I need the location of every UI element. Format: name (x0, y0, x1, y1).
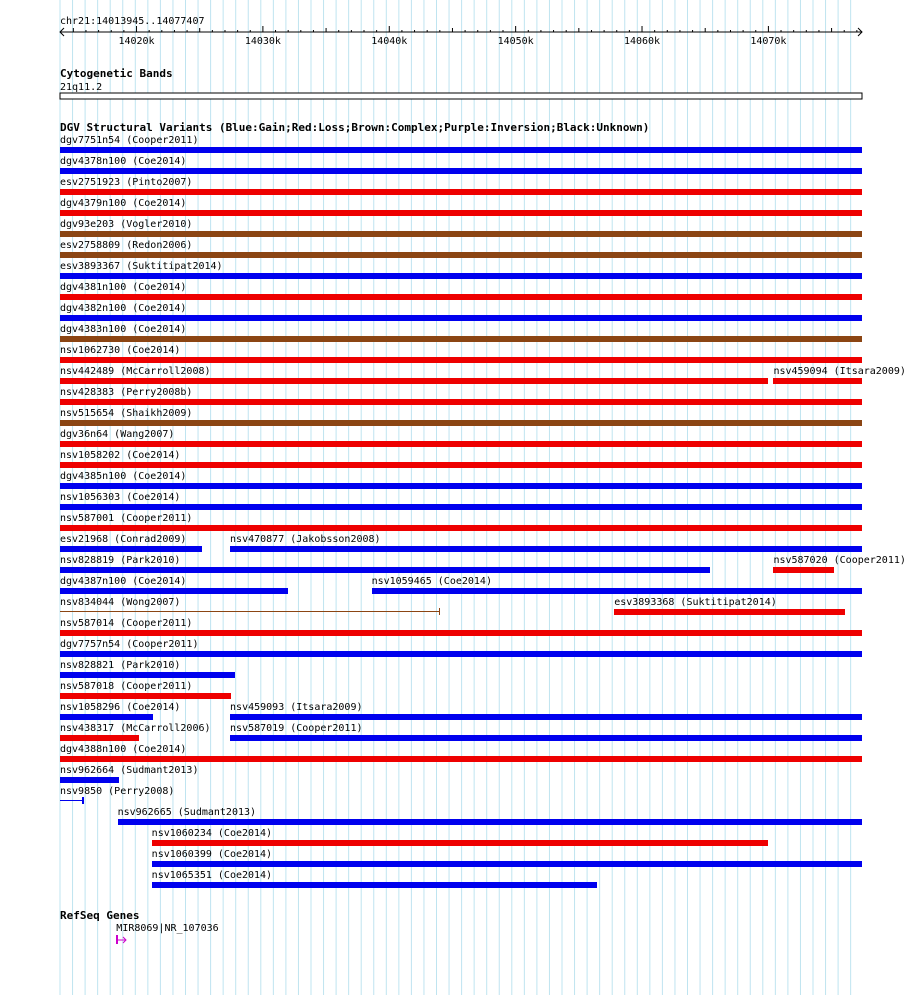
variant-label[interactable]: nsv438317 (McCarroll2006) (60, 723, 211, 734)
variant-label[interactable]: nsv1058202 (Coe2014) (60, 450, 181, 461)
variant-bar[interactable] (60, 168, 862, 174)
ruler-tick-label: 14030k (244, 36, 281, 47)
variant-bar[interactable] (60, 630, 862, 636)
variant-bar[interactable] (60, 399, 862, 405)
variant-label[interactable]: nsv1056303 (Coe2014) (60, 492, 181, 503)
variant-bar[interactable] (60, 441, 862, 447)
variant-bar[interactable] (60, 546, 202, 552)
variant-label[interactable]: dgv7757n54 (Cooper2011) (60, 639, 199, 650)
cytoband-ideogram[interactable] (0, 91, 890, 103)
variant-label[interactable]: esv2758809 (Redon2006) (60, 240, 193, 251)
variant-label[interactable]: dgv4383n100 (Coe2014) (60, 324, 187, 335)
variant-bar[interactable] (60, 504, 862, 510)
variant-label[interactable]: nsv962664 (Sudmant2013) (60, 765, 199, 776)
variant-bar[interactable] (60, 252, 862, 258)
variant-bar[interactable] (230, 735, 862, 741)
variant-label[interactable]: esv3893368 (Suktitipat2014) (614, 597, 777, 608)
variant-label[interactable]: nsv459094 (Itsara2009) (773, 366, 906, 377)
variant-label[interactable]: dgv93e203 (Vogler2010) (60, 219, 193, 230)
ruler-tick-label: 14040k (371, 36, 408, 47)
variant-bar[interactable] (230, 546, 862, 552)
variant-label[interactable]: esv3893367 (Suktitipat2014) (60, 261, 223, 272)
variant-label[interactable]: dgv4388n100 (Coe2014) (60, 744, 187, 755)
variant-bar[interactable] (60, 525, 862, 531)
variant-label[interactable]: nsv828821 (Park2010) (60, 660, 181, 671)
variant-label[interactable]: nsv1065351 (Coe2014) (151, 870, 273, 881)
variant-bar[interactable] (60, 420, 862, 426)
variant-label[interactable]: nsv828819 (Park2010) (60, 555, 181, 566)
variant-bar[interactable] (230, 714, 862, 720)
variant-bar[interactable] (60, 483, 862, 489)
variant-label[interactable]: dgv4379n100 (Coe2014) (60, 198, 187, 209)
variant-label[interactable]: nsv515654 (Shaikh2009) (60, 408, 193, 419)
variant-bar[interactable] (60, 777, 119, 783)
variant-bar[interactable] (60, 693, 231, 699)
variant-label[interactable]: dgv4387n100 (Coe2014) (60, 576, 187, 587)
variant-label[interactable]: nsv459093 (Itsara2009) (230, 702, 363, 713)
variant-bar[interactable] (60, 315, 862, 321)
variant-bar[interactable] (60, 273, 862, 279)
variant-bar[interactable] (773, 378, 862, 384)
variant-bar[interactable] (60, 611, 439, 612)
variant-label[interactable]: dgv7751n54 (Cooper2011) (60, 135, 199, 146)
variant-bar[interactable] (60, 714, 153, 720)
ruler-tick-label: 14050k (497, 36, 534, 47)
ruler-tick-label: 14070k (750, 36, 787, 47)
variant-label[interactable]: esv2751923 (Pinto2007) (60, 177, 193, 188)
variant-label[interactable]: nsv587014 (Cooper2011) (60, 618, 193, 629)
ruler-tick-label: 14020k (118, 36, 155, 47)
variant-bar[interactable] (60, 336, 862, 342)
cytoband-label: 21q11.2 (60, 82, 103, 93)
variant-label[interactable]: nsv587019 (Cooper2011) (230, 723, 363, 734)
variant-label[interactable]: dgv36n64 (Wang2007) (60, 429, 175, 440)
gene-label[interactable]: MIR8069|NR_107036 (116, 923, 219, 934)
variant-label[interactable]: nsv587001 (Cooper2011) (60, 513, 193, 524)
ruler-tick-label: 14060k (623, 36, 661, 47)
variant-label[interactable]: nsv834044 (Wong2007) (60, 597, 181, 608)
variant-bar[interactable] (118, 819, 862, 825)
refseq-track-title: RefSeq Genes (60, 909, 140, 922)
variant-bar[interactable] (152, 861, 862, 867)
variant-label[interactable]: dgv4381n100 (Coe2014) (60, 282, 187, 293)
ruler (0, 0, 890, 60)
variant-label[interactable]: nsv428383 (Perry2008b) (60, 387, 193, 398)
variant-label[interactable]: dgv4385n100 (Coe2014) (60, 471, 187, 482)
variant-label[interactable]: nsv1062730 (Coe2014) (60, 345, 181, 356)
gene-glyph-icon[interactable] (116, 934, 130, 946)
variant-bar[interactable] (60, 756, 862, 762)
variant-bar[interactable] (60, 588, 288, 594)
region-label: chr21:14013945..14077407 (60, 16, 205, 27)
variant-bar[interactable] (614, 609, 845, 615)
variant-bar-end-tick (82, 797, 84, 804)
variant-bar[interactable] (152, 840, 769, 846)
variant-bar[interactable] (60, 357, 862, 363)
variant-label[interactable]: nsv1058296 (Coe2014) (60, 702, 181, 713)
variant-label[interactable]: nsv1060399 (Coe2014) (151, 849, 273, 860)
variant-bar[interactable] (60, 210, 862, 216)
variant-bar[interactable] (60, 294, 862, 300)
variant-bar[interactable] (60, 567, 710, 573)
variant-bar[interactable] (60, 189, 862, 195)
variant-label[interactable]: nsv1060234 (Coe2014) (151, 828, 273, 839)
variant-label[interactable]: nsv9850 (Perry2008) (60, 786, 175, 797)
variant-label[interactable]: dgv4378n100 (Coe2014) (60, 156, 187, 167)
variant-bar[interactable] (773, 567, 834, 573)
variant-label[interactable]: nsv442489 (McCarroll2008) (60, 366, 211, 377)
variant-bar[interactable] (60, 462, 862, 468)
variant-bar[interactable] (60, 800, 82, 801)
variant-bar[interactable] (60, 735, 139, 741)
variant-label[interactable]: esv21968 (Conrad2009) (60, 534, 187, 545)
cytoband-track-title: Cytogenetic Bands (60, 67, 173, 80)
cytoband-band[interactable] (60, 93, 862, 99)
variant-bar[interactable] (60, 651, 862, 657)
variant-bar[interactable] (60, 672, 235, 678)
variant-bar[interactable] (152, 882, 597, 888)
variant-label[interactable]: nsv470877 (Jakobsson2008) (230, 534, 381, 545)
variant-bar-end-tick (439, 608, 440, 615)
variant-label[interactable]: nsv1059465 (Coe2014) (371, 576, 492, 587)
variant-bar[interactable] (60, 231, 862, 237)
variant-bar[interactable] (60, 378, 768, 384)
variant-label[interactable]: nsv587018 (Cooper2011) (60, 681, 193, 692)
variant-label[interactable]: nsv587020 (Cooper2011) (773, 555, 906, 566)
variant-bar[interactable] (60, 147, 862, 153)
dgv-track-title: DGV Structural Variants (Blue:Gain;Red:Loss;Brown:Complex;Purple:Inversion;Black:Unknown) (60, 121, 650, 134)
variant-label[interactable]: dgv4382n100 (Coe2014) (60, 303, 187, 314)
variant-bar[interactable] (372, 588, 862, 594)
variant-label[interactable]: nsv962665 (Sudmant2013) (117, 807, 257, 818)
